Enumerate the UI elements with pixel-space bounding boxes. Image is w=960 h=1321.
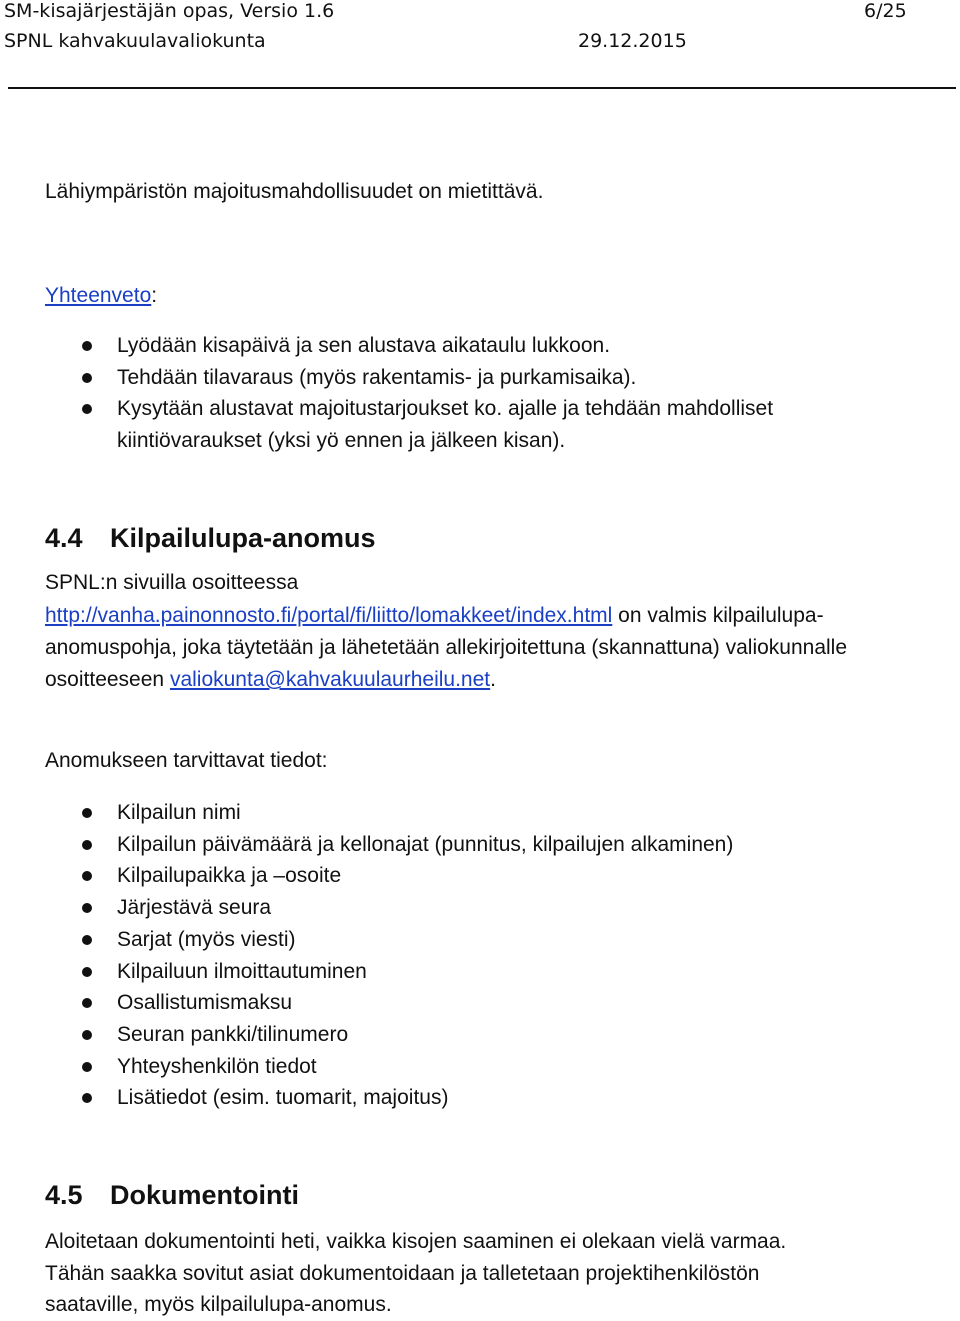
line-text: . bbox=[490, 668, 496, 691]
section-4-4-line-2 bbox=[45, 600, 824, 632]
bullet-icon bbox=[82, 998, 92, 1008]
list-item-text: Lisätiedot (esim. tuomarit, majoitus) bbox=[117, 1086, 449, 1110]
bullet-icon bbox=[82, 373, 92, 383]
intro-paragraph: Lähiympäristön majoitusmahdollisuudet on mietittävä. bbox=[45, 180, 544, 203]
section-4-5-line-2: Tähän saakka sovitut asiat dokumentoidaan ja talletetaan projektihenkilöstön bbox=[45, 1262, 760, 1285]
list-item-text: Osallistumismaksu bbox=[117, 991, 293, 1015]
list-item bbox=[0, 393, 773, 425]
summary-label: Yhteenveto bbox=[45, 284, 152, 307]
bullet-icon bbox=[82, 840, 92, 850]
lomakkeet-link[interactable]: http://vanha.painonnosto.fi/portal/fi/liitto/lomakkeet/index.html bbox=[45, 604, 613, 627]
section-title: Kilpailulupa-anomus bbox=[110, 523, 376, 553]
list-item-text: Kilpailun päivämäärä ja kellonajat (punnitus, kilpailujen alkaminen) bbox=[117, 832, 734, 856]
list-item-text: Kilpailun nimi bbox=[117, 801, 241, 824]
list-item bbox=[0, 1082, 733, 1114]
section-heading-4-5 bbox=[45, 1180, 299, 1211]
list-item bbox=[0, 1019, 733, 1051]
list-item bbox=[0, 797, 733, 829]
list-item bbox=[0, 924, 733, 956]
section-heading-4-4 bbox=[45, 523, 376, 554]
list-item-text: kiintiövaraukset (yksi yö ennen ja jälkeen kisan). bbox=[117, 429, 566, 453]
list-item bbox=[0, 860, 733, 892]
list-item-text: Sarjat (myös viesti) bbox=[117, 927, 296, 951]
section-4-5-line-3: saataville, myös kilpailulupa-anomus. bbox=[45, 1293, 392, 1316]
bullet-icon bbox=[82, 808, 92, 818]
section-4-4-line-1: SPNL:n sivuilla osoitteessa bbox=[45, 571, 299, 594]
bullet-icon bbox=[82, 404, 92, 414]
bullet-icon bbox=[82, 871, 92, 881]
section-4-4-line-4 bbox=[45, 664, 496, 696]
list-item bbox=[0, 1051, 733, 1083]
list-item bbox=[0, 330, 773, 362]
header-doc-title: SM-kisajärjestäjän opas, Versio 1.6 bbox=[4, 0, 335, 22]
section-number: 4.4 bbox=[45, 523, 83, 553]
list-item bbox=[0, 987, 733, 1019]
list-item bbox=[0, 892, 733, 924]
header-page-number: 6/25 bbox=[864, 0, 907, 22]
list-item-text: Järjestävä seura bbox=[117, 896, 272, 920]
list-item-continuation bbox=[0, 425, 773, 457]
header-date: 29.12.2015 bbox=[578, 30, 687, 52]
bullet-icon bbox=[82, 1062, 92, 1072]
list-item-text: Tehdään tilavaraus (myös rakentamis- ja purkamisaika). bbox=[117, 365, 637, 389]
section-number: 4.5 bbox=[45, 1180, 83, 1210]
bullet-icon bbox=[82, 903, 92, 913]
bullet-icon bbox=[82, 967, 92, 977]
list-item-text: Seuran pankki/tilinumero bbox=[117, 1022, 349, 1046]
bullet-icon bbox=[82, 1030, 92, 1040]
list-item-text: Kilpailupaikka ja –osoite bbox=[117, 864, 342, 888]
summary-list bbox=[0, 330, 773, 457]
line-text: on valmis kilpailulupa- bbox=[612, 604, 824, 627]
section-4-5-line-1: Aloitetaan dokumentointi heti, vaikka kisojen saaminen ei olekaan vielä varmaa. bbox=[45, 1230, 787, 1253]
section-4-4-line-3: anomuspohja, joka täytetään ja lähetetään allekirjoitettuna (skannattuna) valiokunnalle bbox=[45, 636, 848, 659]
bullet-icon bbox=[82, 1093, 92, 1103]
list-item-text: Kysytään alustavat majoitustarjoukset ko. ajalle ja tehdään mahdolliset bbox=[117, 397, 774, 421]
needed-info-list bbox=[0, 797, 733, 1114]
header-committee: SPNL kahvakuulavaliokunta bbox=[4, 30, 266, 52]
header-divider bbox=[8, 87, 956, 89]
email-link[interactable]: valiokunta@kahvakuulaurheilu.net bbox=[169, 668, 491, 691]
line-text: osoitteeseen bbox=[45, 668, 170, 691]
list-item bbox=[0, 829, 733, 861]
section-title: Dokumentointi bbox=[110, 1180, 299, 1210]
summary-heading bbox=[45, 280, 157, 312]
bullet-icon bbox=[82, 341, 92, 351]
summary-colon: : bbox=[151, 284, 158, 307]
list-item-text: Kilpailuun ilmoittautuminen bbox=[117, 959, 367, 983]
list-item bbox=[0, 362, 773, 394]
list-item-text: Yhteyshenkilön tiedot bbox=[117, 1054, 317, 1078]
list-item-text: Lyödään kisapäivä ja sen alustava aikataulu lukkoon. bbox=[117, 334, 611, 357]
list-item bbox=[0, 956, 733, 988]
needed-info-label: Anomukseen tarvittavat tiedot: bbox=[45, 749, 328, 772]
bullet-icon bbox=[82, 935, 92, 945]
